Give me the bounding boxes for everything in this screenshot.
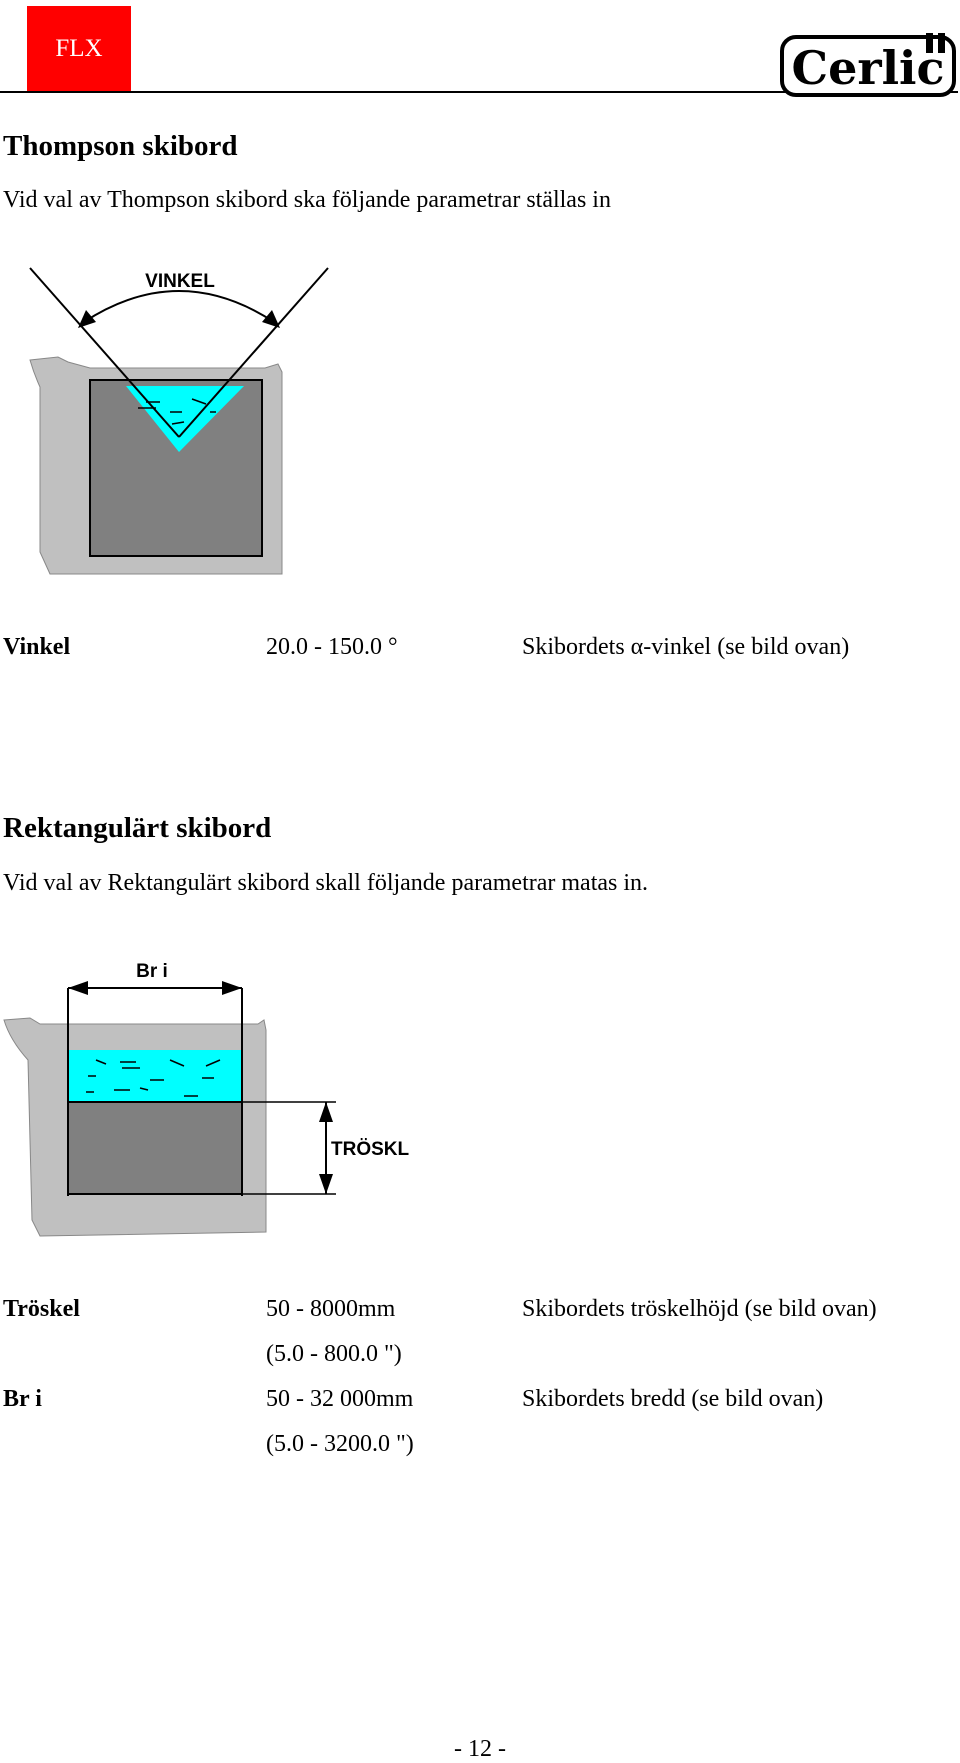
troskel-param-range-inch: (5.0 - 800.0 ")	[266, 1341, 402, 1367]
v-notch-weir-figure	[20, 262, 340, 582]
troskl-figure-label: TRÖSKL	[331, 1139, 410, 1160]
cerlic-logo	[780, 33, 958, 99]
rectangular-heading: Rektangulärt skibord	[3, 812, 272, 844]
br-i-param-label: Br i	[3, 1386, 42, 1412]
thompson-heading: Thompson skibord	[3, 130, 238, 162]
rectangular-intro: Vid val av Rektangulärt skibord skall följande parametrar matas in.	[3, 870, 649, 896]
flx-badge	[27, 6, 131, 92]
br-i-param-description: Skibordets bredd (se bild ovan)	[522, 1386, 824, 1412]
troskel-param-range: 50 - 8000mm	[266, 1296, 396, 1322]
br-i-figure-label: Br i	[136, 961, 168, 982]
thompson-intro: Vid val av Thompson skibord ska följande parametrar ställas in	[3, 187, 611, 213]
logo-text: Cerlic	[791, 41, 945, 95]
page-number: - 12 -	[454, 1736, 506, 1762]
br-i-param-range-inch: (5.0 - 3200.0 ")	[266, 1431, 414, 1457]
rectangular-weir-figure	[0, 950, 440, 1250]
troskel-param-label: Tröskel	[3, 1296, 80, 1322]
br-i-param-range: 50 - 32 000mm	[266, 1386, 414, 1412]
vinkel-param-range: 20.0 - 150.0 °	[266, 634, 398, 660]
vinkel-param-description: Skibordets α-vinkel (se bild ovan)	[522, 634, 850, 660]
vinkel-figure-label: VINKEL	[145, 271, 215, 292]
flx-badge-label: FLX	[55, 35, 103, 62]
troskel-param-description: Skibordets tröskelhöjd (se bild ovan)	[522, 1296, 877, 1322]
vinkel-param-label: Vinkel	[3, 634, 71, 660]
